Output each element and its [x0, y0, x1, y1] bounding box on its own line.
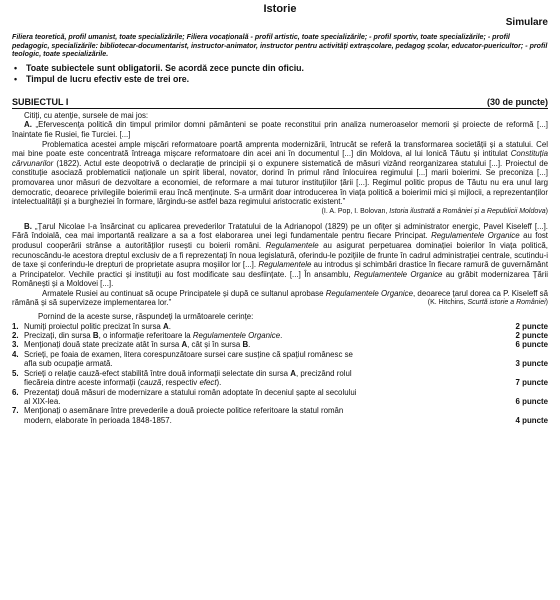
bullet-icon: • — [14, 73, 18, 84]
source-b-letter: B. — [24, 221, 32, 231]
page-subtitle: Simulare — [505, 17, 548, 28]
task-points: 6 puncte — [515, 396, 548, 406]
source-a-paragraph-2: Problematica acestei ample mișcări reformatoare poartă amprenta modernizării, întrucât se referă la transformarea societății și a statului. Cel mai bine poate este concentrată întreaga mișcare reformatoare din acei ani în documentul [...] din Moldova, al lui Ionică Tăutu și intitulat Constituția cărvunarilor (1822). Actul este deopotrivă o declarație de principii și o expunere sistematică de măsuri vizând reorganizarea statului [...]. Proiectul de constituție asociază problematicii naționale un spirit liberal, novator, dorind în primul rând înlocuirea regimului [...] marii boierimi. Se preconiza [...] promovarea unor măsuri de dezvoltare a economiei, de reformare a mai tuturor instituțiilor țării [...]. Regimul politic propus de Tăutu nu era unul larg democratic, deoarece privilegiile boierimii erau încă menținute. S-a urmărit doar introducerea în viața politică a boierimii mici și mijlocii, a reprezentanților intelectualității și a burgheziei în formare, lărgindu-se astfel baza regimului aristocratic existent.” — [12, 139, 548, 207]
task-points: 2 puncte — [515, 331, 548, 341]
task-item: 6. Prezentați două măsuri de modernizare a statului român adoptate în deceniul șapte al secolului al XIX-lea. 6 puncte — [12, 387, 548, 406]
source-a-letter: A. — [24, 120, 32, 130]
source-a: A. „Efervescența politică din timpul primilor domni pământeni se poate reconstitui prin analiza numeroaselor memorii și proiecte de reformă [...] înaintate fie Rusiei, fie Turciei. [...] — [12, 120, 548, 139]
task-item: 2. Precizați, din sursa B, o informație referitoare la Regulamentele Organice. 2 puncte — [12, 331, 548, 341]
source-b-paragraph-2: Armatele Rusiei au continuat să ocupe Principatele și după ce sultanul aprobase Regulamentele Organice, deoarece țarul dorea ca P. Kiseleff să rămână și să supervizeze implementarea lor.” (K. Hitchins, Scurtă istorie a României) — [12, 288, 549, 308]
exam-page — [12, 0, 548, 600]
profile-description: Filiera teoretică, profil umanist, toate specializările; Filiera vocațională - profil artistic, toate specializările; - profil sportiv, toate specializările; - profil pedagogic, specializările: bibliotecar-documentarist, instructor-animator, instructor pentru activități extrașcolare, pedagog școlar, educator-puericultor; - profil teologic, toate specializările. — [12, 33, 548, 59]
tasks-intro: Pornind de la aceste surse, răspundeți la următoarele cerințe: — [38, 312, 254, 322]
task-item: 3. Menționați două state precizate atât în sursa A, cât și în sursa B. 6 puncte — [12, 340, 548, 350]
task-points: 3 puncte — [515, 359, 548, 369]
source-a-citation: (I. A. Pop, I. Bolovan, Istoria ilustrată a României și a Republicii Moldova) — [321, 207, 548, 215]
sources-intro: Citiți, cu atenție, sursele de mai jos: — [24, 110, 149, 120]
task-item: 5. Scrieți o relație cauză-efect stabilită între două informații selectate din sursa A, precizând rolul fiecăreia dintre aceste informații (cauză, respectiv efect). 7 puncte — [12, 368, 548, 388]
task-item: 4. Scrieți, pe foaia de examen, litera corespunzătoare sursei care susține că spațiul românesc se afla sub ocupație armată. 3 puncte — [12, 349, 548, 369]
task-points: 6 puncte — [515, 340, 548, 350]
page-title: Istorie — [263, 3, 297, 15]
subject-points: (30 de puncte) — [486, 96, 548, 107]
bullet-icon: • — [14, 62, 18, 73]
instruction-item: • Toate subiectele sunt obligatorii. Se acordă zece puncte din oficiu. — [14, 62, 304, 73]
instruction-item: • Timpul de lucru efectiv este de trei ore. — [14, 73, 190, 84]
task-points: 7 puncte — [515, 378, 548, 388]
source-b: B. „Țarul Nicolae I-a însărcinat cu aplicarea prevederilor Tratatului de la Adrianopol (1829) pe un ofițer și administrator energic, Pavel Kiseleff [...]. Fără îndoială, cea mai importantă realizare a sa a fost elaborarea unei legi fundamentale pentru fiecare Principat. Regulamentele Organice au fost produsul cooperării strânse a autorităților rusești cu boierii români. Regulamentele au asigurat perpetuarea dominației boierilor în viața politică, recunoscându-le acestora dreptul exclusiv de a fi reprezentați în noua legislatură, oferindu-le pozițiile de frunte în cadrul administrației centrale, scutindu-i de taxe și conferindu-le drepturi de proprietate asupra moșiilor lor [...]. Regulamentele au introdus și schimbări drastice în fiecare ramură de guvernământ a Principatelor. Vechile practici și instituții au fost modificate sau desființate. [...] În ansamblu, Regulamentele Organice au grăbit modernizarea Țării Românești și a Moldovei [...]. — [12, 221, 549, 289]
task-list — [12, 322, 548, 425]
task-points: 4 puncte — [515, 415, 548, 425]
subject-label: SUBIECTUL I — [12, 96, 69, 107]
source-b-citation: (K. Hitchins, Scurtă istorie a României) — [427, 299, 548, 307]
task-item: 1. Numiți proiectul politic precizat în sursa A. 2 puncte — [12, 321, 548, 331]
task-item: 7. Menționați o asemănare între prevederile a două proiecte politice referitoare la statul român modern, elaborate în perioada 1848-1857. 4 puncte — [12, 406, 548, 425]
subject-header — [12, 97, 548, 109]
task-points: 2 puncte — [515, 321, 548, 331]
instructions-list — [12, 63, 548, 85]
